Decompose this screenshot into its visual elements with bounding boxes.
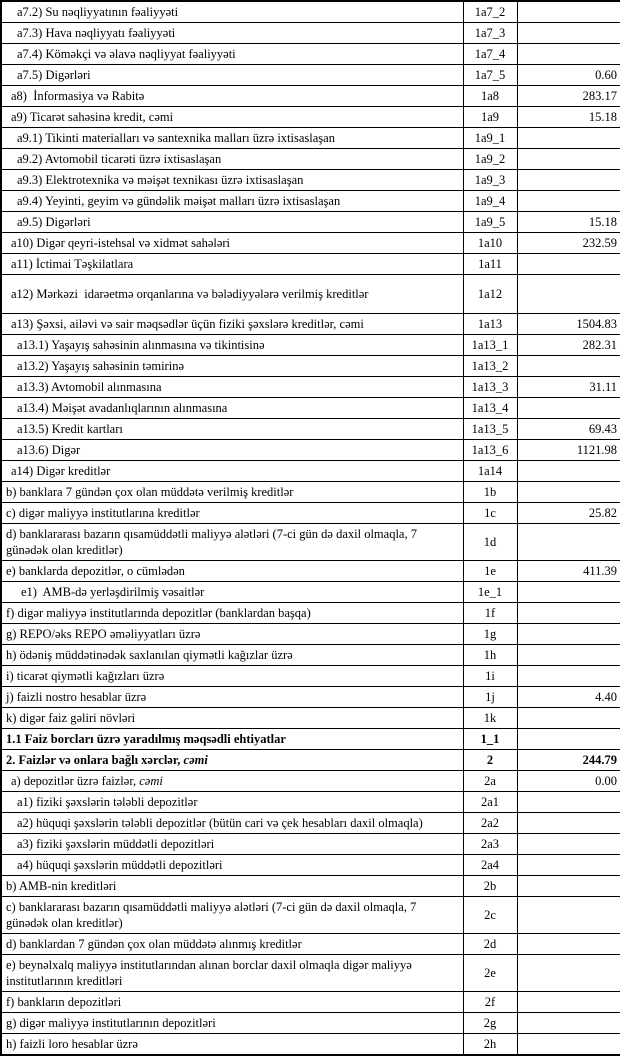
row-value bbox=[517, 1, 620, 23]
row-value bbox=[517, 44, 620, 65]
row-label bbox=[1, 708, 463, 729]
row-label-text: f) digər maliyyə institutlarında depozitlər (banklardan başqa) bbox=[6, 606, 311, 620]
row-value bbox=[517, 855, 620, 876]
row-value bbox=[517, 834, 620, 855]
table-row bbox=[1, 233, 620, 254]
table-row bbox=[1, 750, 620, 771]
row-label bbox=[1, 314, 463, 335]
table-row bbox=[1, 876, 620, 897]
row-label-text: a9.2) Avtomobil ticarəti üzrə ixtisaslaşan bbox=[17, 152, 222, 166]
row-label-text: a7.3) Hava nəqliyyatı fəaliyyəti bbox=[17, 26, 176, 40]
row-label bbox=[1, 419, 463, 440]
table-row bbox=[1, 687, 620, 708]
row-value bbox=[517, 876, 620, 897]
row-code: 1a9_3 bbox=[463, 170, 517, 191]
table-row bbox=[1, 708, 620, 729]
row-label-text: g) digər maliyyə institutlarının depozitləri bbox=[6, 1016, 216, 1030]
row-label-text: a13.3) Avtomobil alınmasına bbox=[17, 380, 162, 394]
row-label bbox=[1, 561, 463, 582]
row-label bbox=[1, 729, 463, 750]
row-label bbox=[1, 191, 463, 212]
table-row bbox=[1, 1, 620, 23]
row-value bbox=[517, 356, 620, 377]
row-code: 1a13_2 bbox=[463, 356, 517, 377]
row-label bbox=[1, 212, 463, 233]
row-value: 0.00 bbox=[517, 771, 620, 792]
row-value bbox=[517, 254, 620, 275]
row-value bbox=[517, 23, 620, 44]
row-label-text: h) faizli loro hesablar üzrə bbox=[6, 1037, 138, 1051]
row-label bbox=[1, 834, 463, 855]
table-row bbox=[1, 86, 620, 107]
row-code: 1a7_5 bbox=[463, 65, 517, 86]
row-code: 2e bbox=[463, 955, 517, 992]
row-label-text: c) banklararası bazarın qısamüddətli maliyyə alətləri (7-ci gün də daxil olmaqla, 7 günədək olan kreditlər) bbox=[6, 900, 420, 930]
row-label-text: a9.1) Tikinti materialları və santexnika malları üzrə ixtisaslaşan bbox=[17, 131, 335, 145]
row-code: 1a13_3 bbox=[463, 377, 517, 398]
row-label bbox=[1, 855, 463, 876]
table-row bbox=[1, 482, 620, 503]
row-value bbox=[517, 992, 620, 1013]
row-label-text: d) banklararası bazarın qısamüddətli maliyyə alətləri (7-ci gün də daxil olmaqla, 7 günədək olan kreditlər) bbox=[6, 527, 421, 557]
row-label bbox=[1, 1034, 463, 1056]
row-value: 282.31 bbox=[517, 335, 620, 356]
table-row bbox=[1, 1034, 620, 1056]
row-code: 1a9_1 bbox=[463, 128, 517, 149]
row-code: 2f bbox=[463, 992, 517, 1013]
table-row bbox=[1, 1013, 620, 1034]
row-code: 1a9_2 bbox=[463, 149, 517, 170]
row-code: 1a12 bbox=[463, 275, 517, 314]
row-label bbox=[1, 65, 463, 86]
row-label-text: a13.4) Məişət avadanlıqlarının alınmasına bbox=[17, 401, 228, 415]
row-label-text: a13.6) Digər bbox=[17, 443, 81, 457]
row-label-text: a13) Şəxsi, ailəvi və sair məqsədlər üçün fiziki şəxslərə kreditlər, cəmi bbox=[11, 317, 364, 331]
row-code: 2a2 bbox=[463, 813, 517, 834]
row-value bbox=[517, 482, 620, 503]
table-body bbox=[1, 1, 620, 1055]
row-code: 1a13 bbox=[463, 314, 517, 335]
row-value bbox=[517, 708, 620, 729]
row-label-text: a9.4) Yeyinti, geyim və gündəlik məişət malları üzrə ixtisaslaşan bbox=[17, 194, 341, 208]
row-label-text: a13.1) Yaşayış sahəsinin alınmasına və tikintisinə bbox=[17, 338, 265, 352]
row-code: 1a7_2 bbox=[463, 1, 517, 23]
row-label-text: a13.5) Kredit kartları bbox=[17, 422, 123, 436]
row-code: 2a1 bbox=[463, 792, 517, 813]
table-row bbox=[1, 561, 620, 582]
row-label-text: a3) fiziki şəxslərin müddətli depozitləri bbox=[17, 837, 215, 851]
row-value bbox=[517, 729, 620, 750]
row-label-text: a12) Mərkəzi idarəetmə orqanlarına və bələdiyyələrə verilmiş kreditlər bbox=[11, 287, 369, 301]
row-label bbox=[1, 771, 463, 792]
row-label-text: j) faizli nostro hesablar üzrə bbox=[6, 690, 147, 704]
row-value bbox=[517, 461, 620, 482]
row-code: 1e bbox=[463, 561, 517, 582]
row-label bbox=[1, 254, 463, 275]
row-code: 2g bbox=[463, 1013, 517, 1034]
row-value: 0.60 bbox=[517, 65, 620, 86]
row-value bbox=[517, 128, 620, 149]
row-label-text: f) bankların depozitləri bbox=[6, 995, 122, 1009]
row-value: 4.40 bbox=[517, 687, 620, 708]
row-value bbox=[517, 524, 620, 561]
row-label-text: k) digər faiz gəliri növləri bbox=[6, 711, 136, 725]
table-row bbox=[1, 254, 620, 275]
row-label bbox=[1, 876, 463, 897]
row-value bbox=[517, 603, 620, 624]
row-value bbox=[517, 1034, 620, 1056]
row-label bbox=[1, 666, 463, 687]
row-code: 1f bbox=[463, 603, 517, 624]
row-label-text: 2. Faizlər və onlara bağlı xərclər, bbox=[6, 753, 184, 767]
row-code: 1h bbox=[463, 645, 517, 666]
table-row bbox=[1, 107, 620, 128]
row-label bbox=[1, 813, 463, 834]
row-value bbox=[517, 1013, 620, 1034]
row-label bbox=[1, 461, 463, 482]
row-label-text: a7.5) Digərləri bbox=[17, 68, 91, 82]
row-value bbox=[517, 897, 620, 934]
row-code: 2h bbox=[463, 1034, 517, 1056]
row-code: 1a13_4 bbox=[463, 398, 517, 419]
row-label bbox=[1, 149, 463, 170]
row-label bbox=[1, 44, 463, 65]
row-code: 1_1 bbox=[463, 729, 517, 750]
row-code: 1a14 bbox=[463, 461, 517, 482]
row-label-text: 1.1 Faiz borcları üzrə yaradılmış məqsədli ehtiyatlar bbox=[6, 732, 286, 746]
row-code: 1g bbox=[463, 624, 517, 645]
row-value: 25.82 bbox=[517, 503, 620, 524]
row-label-text: a11) İctimai Təşkilatlara bbox=[11, 257, 134, 271]
row-value: 15.18 bbox=[517, 212, 620, 233]
row-label bbox=[1, 377, 463, 398]
row-code: 1a10 bbox=[463, 233, 517, 254]
row-value bbox=[517, 275, 620, 314]
row-label bbox=[1, 524, 463, 561]
table-row bbox=[1, 771, 620, 792]
table-row bbox=[1, 65, 620, 86]
row-label-text: a9.5) Digərləri bbox=[17, 215, 91, 229]
table-row bbox=[1, 314, 620, 335]
row-label bbox=[1, 107, 463, 128]
row-label-text: a9) Ticarət sahəsinə kredit, cəmi bbox=[11, 110, 174, 124]
row-code: 1a9 bbox=[463, 107, 517, 128]
row-code: 2 bbox=[463, 750, 517, 771]
table-row bbox=[1, 792, 620, 813]
row-label-text: g) REPO/əks REPO əməliyyatları üzrə bbox=[6, 627, 201, 641]
row-code: 1k bbox=[463, 708, 517, 729]
row-code: 1e_1 bbox=[463, 582, 517, 603]
row-value bbox=[517, 149, 620, 170]
row-label bbox=[1, 23, 463, 44]
table-row bbox=[1, 897, 620, 934]
table-row bbox=[1, 335, 620, 356]
table-row bbox=[1, 44, 620, 65]
table-row bbox=[1, 440, 620, 461]
table-row bbox=[1, 149, 620, 170]
row-code: 1a11 bbox=[463, 254, 517, 275]
row-code: 1a13_1 bbox=[463, 335, 517, 356]
row-label-text: a8) İnformasiya və Rabitə bbox=[11, 89, 145, 103]
row-code: 1d bbox=[463, 524, 517, 561]
row-label bbox=[1, 398, 463, 419]
row-label bbox=[1, 934, 463, 955]
table-row bbox=[1, 275, 620, 314]
table-row bbox=[1, 603, 620, 624]
row-label-emphasis: cəmi bbox=[139, 774, 163, 788]
row-label-text: a13.2) Yaşayış sahəsinin təmirinə bbox=[17, 359, 184, 373]
row-value: 69.43 bbox=[517, 419, 620, 440]
row-value: 31.11 bbox=[517, 377, 620, 398]
row-label bbox=[1, 582, 463, 603]
row-code: 1c bbox=[463, 503, 517, 524]
row-code: 2d bbox=[463, 934, 517, 955]
row-value: 283.17 bbox=[517, 86, 620, 107]
row-label bbox=[1, 1, 463, 23]
row-label-text: b) banklara 7 gündən çox olan müddətə verilmiş kreditlər bbox=[6, 485, 294, 499]
row-label bbox=[1, 275, 463, 314]
row-value bbox=[517, 582, 620, 603]
row-code: 1a7_4 bbox=[463, 44, 517, 65]
table-row bbox=[1, 645, 620, 666]
row-value bbox=[517, 398, 620, 419]
row-label-text: a1) fiziki şəxslərin tələbli depozitlər bbox=[17, 795, 198, 809]
row-label bbox=[1, 645, 463, 666]
row-code: 2c bbox=[463, 897, 517, 934]
row-label bbox=[1, 1013, 463, 1034]
table-row bbox=[1, 503, 620, 524]
row-label bbox=[1, 233, 463, 254]
row-label-text: a9.3) Elektrotexnika və məişət texnikası üzrə ixtisaslaşan bbox=[17, 173, 304, 187]
row-value: 1504.83 bbox=[517, 314, 620, 335]
table-row bbox=[1, 191, 620, 212]
row-label bbox=[1, 750, 463, 771]
row-code: 2a4 bbox=[463, 855, 517, 876]
row-label bbox=[1, 992, 463, 1013]
row-value bbox=[517, 191, 620, 212]
row-label-emphasis: cəmi bbox=[183, 753, 208, 767]
table-row bbox=[1, 992, 620, 1013]
row-label bbox=[1, 170, 463, 191]
row-code: 1b bbox=[463, 482, 517, 503]
row-code: 1a8 bbox=[463, 86, 517, 107]
row-label bbox=[1, 897, 463, 934]
row-code: 2a3 bbox=[463, 834, 517, 855]
row-value bbox=[517, 170, 620, 191]
row-label bbox=[1, 86, 463, 107]
row-label-text: a7.4) Köməkçi və əlavə nəqliyyat fəaliyyəti bbox=[17, 47, 236, 61]
row-label-text: e) banklarda depozitlər, o cümlədən bbox=[6, 564, 185, 578]
row-label-text: d) banklardan 7 gündən çox olan müddətə alınmış kreditlər bbox=[6, 937, 302, 951]
row-label bbox=[1, 335, 463, 356]
row-label-text: a) depozitlər üzrə faizlər, bbox=[11, 774, 140, 788]
row-label-text: e) beynəlxalq maliyyə institutlarından alınan borclar daxil olmaqla digər maliyyə institutlarının kreditləri bbox=[6, 958, 415, 988]
table-row bbox=[1, 170, 620, 191]
row-label bbox=[1, 356, 463, 377]
row-code: 1a9_4 bbox=[463, 191, 517, 212]
row-code: 2a bbox=[463, 771, 517, 792]
row-value: 232.59 bbox=[517, 233, 620, 254]
row-value bbox=[517, 813, 620, 834]
row-code: 2b bbox=[463, 876, 517, 897]
row-code: 1a7_3 bbox=[463, 23, 517, 44]
row-code: 1a13_5 bbox=[463, 419, 517, 440]
row-value: 411.39 bbox=[517, 561, 620, 582]
row-label bbox=[1, 792, 463, 813]
table-row bbox=[1, 855, 620, 876]
row-label-text: i) ticarət qiymətli kağızları üzrə bbox=[6, 669, 165, 683]
table-row bbox=[1, 398, 620, 419]
row-value bbox=[517, 666, 620, 687]
table-row bbox=[1, 729, 620, 750]
row-label bbox=[1, 128, 463, 149]
row-label-text: a14) Digər kreditlər bbox=[11, 464, 111, 478]
row-label-text: a4) hüquqi şəxslərin müddətli depozitləri bbox=[17, 858, 223, 872]
row-value bbox=[517, 934, 620, 955]
table-row bbox=[1, 461, 620, 482]
table-row bbox=[1, 934, 620, 955]
row-value: 15.18 bbox=[517, 107, 620, 128]
row-label-text: a2) hüquqi şəxslərin tələbli depozitlər (bütün cari və çek hesabları daxil olmaqla) bbox=[17, 816, 423, 830]
row-code: 1a9_5 bbox=[463, 212, 517, 233]
row-label bbox=[1, 687, 463, 708]
table-row bbox=[1, 813, 620, 834]
table-row bbox=[1, 955, 620, 992]
row-label-text: a7.2) Su nəqliyyatının fəaliyyəti bbox=[17, 5, 179, 19]
row-value: 244.79 bbox=[517, 750, 620, 771]
table-row bbox=[1, 666, 620, 687]
row-label-text: b) AMB-nin kreditləri bbox=[6, 879, 117, 893]
row-label bbox=[1, 624, 463, 645]
table-row bbox=[1, 212, 620, 233]
row-value bbox=[517, 955, 620, 992]
row-label-text: h) ödəniş müddətinədək saxlanılan qiymətli kağızlar üzrə bbox=[6, 648, 293, 662]
table-row bbox=[1, 834, 620, 855]
table-row bbox=[1, 582, 620, 603]
row-label-text: e1) AMB-də yerləşdirilmiş vəsaitlər bbox=[21, 585, 205, 599]
table-row bbox=[1, 23, 620, 44]
table-row bbox=[1, 524, 620, 561]
row-value: 1121.98 bbox=[517, 440, 620, 461]
row-code: 1a13_6 bbox=[463, 440, 517, 461]
table-row bbox=[1, 419, 620, 440]
table-row bbox=[1, 624, 620, 645]
row-value bbox=[517, 645, 620, 666]
row-label bbox=[1, 482, 463, 503]
row-label bbox=[1, 603, 463, 624]
row-label-text: c) digər maliyyə institutlarına kreditlər bbox=[6, 506, 200, 520]
table-row bbox=[1, 128, 620, 149]
row-value bbox=[517, 792, 620, 813]
table-row bbox=[1, 377, 620, 398]
row-label-text: a10) Digər qeyri-istehsal və xidmət sahələri bbox=[11, 236, 231, 250]
table-row bbox=[1, 356, 620, 377]
row-value bbox=[517, 624, 620, 645]
row-label bbox=[1, 440, 463, 461]
row-code: 1i bbox=[463, 666, 517, 687]
row-code: 1j bbox=[463, 687, 517, 708]
row-label bbox=[1, 955, 463, 992]
row-label bbox=[1, 503, 463, 524]
